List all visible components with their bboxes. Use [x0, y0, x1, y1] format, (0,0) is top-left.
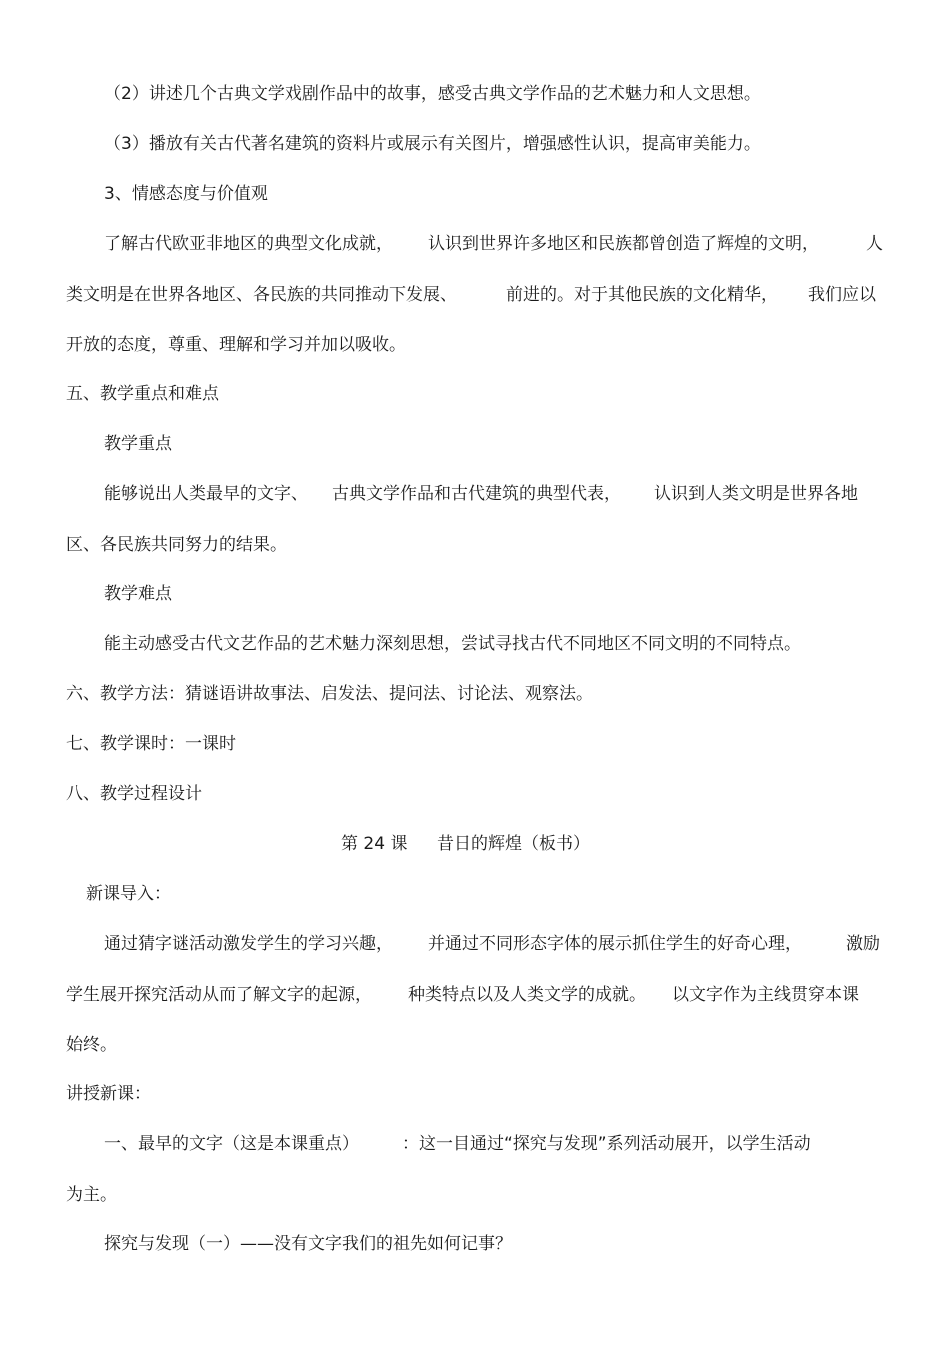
heading-section-5: 五、教学重点和难点: [66, 384, 219, 404]
paragraph-key-points-line1-a: 能够说出人类最早的文字、: [104, 484, 308, 504]
paragraph-attitude-line3: 开放的态度，尊重、理解和学习并加以吸收。: [66, 335, 406, 355]
paragraph-introduction-line3: 始终。: [66, 1035, 117, 1055]
paragraph-attitude-line2-b: 前进的。对于其他民族的文化精华，: [506, 285, 778, 305]
paragraph-introduction-line2-c: 以文字作为主线贯穿本课: [672, 985, 859, 1005]
paragraph-introduction-line2-a: 学生展开探究活动从而了解文字的起源，: [66, 985, 372, 1005]
paragraph-difficult-points: 能主动感受古代文艺作品的艺术魅力深刻思想，尝试寻找古代不同地区不同文明的不同特点。: [104, 634, 801, 654]
heading-section-7: 七、教学课时：一课时: [66, 734, 236, 754]
paragraph-introduction-line1-a: 通过猜字谜活动激发学生的学习兴趣，: [104, 934, 393, 954]
paragraph-introduction-line1-c: 激励: [846, 934, 880, 954]
paragraph-attitude-line2-c: 我们应以: [808, 285, 876, 305]
paragraph-earliest-writing-line1-a: 一、最早的文字（这是本课重点）: [104, 1134, 359, 1154]
paragraph-key-points-line1-c: 认识到人类文明是世界各地: [654, 484, 858, 504]
heading-section-8: 八、教学过程设计: [66, 784, 202, 804]
paragraph-introduction-line2-b: 种类特点以及人类文学的成就。: [408, 985, 646, 1005]
subheading-new-lesson: 讲授新课：: [66, 1084, 151, 1104]
subheading-difficult-points: 教学难点: [104, 584, 172, 604]
subheading-key-points: 教学重点: [104, 434, 172, 454]
paragraph-skill-2: （2）讲述几个古典文学戏剧作品中的故事，感受古典文学作品的艺术魅力和人文思想。: [104, 84, 761, 104]
paragraph-attitude-line1-b: 认识到世界许多地区和民族都曾创造了辉煌的文明，: [428, 234, 819, 254]
paragraph-attitude-line1-a: 了解古代欧亚非地区的典型文化成就，: [104, 234, 393, 254]
heading-section-6: 六、教学方法：猜谜语讲故事法、启发法、提问法、讨论法、观察法。: [66, 684, 593, 704]
lesson-title-name: 昔日的辉煌（板书）: [437, 834, 590, 854]
lesson-title-number: 第 24 课: [341, 834, 408, 854]
paragraph-key-points-line1-b: 古典文学作品和古代建筑的典型代表，: [332, 484, 621, 504]
paragraph-skill-3: （3）播放有关古代著名建筑的资料片或展示有关图片，增强感性认识，提高审美能力。: [104, 134, 761, 154]
paragraph-attitude-line2-a: 类文明是在世界各地区、各民族的共同推动下发展、: [66, 285, 457, 305]
paragraph-earliest-writing-line2: 为主。: [66, 1185, 117, 1205]
paragraph-explore-discover-1: 探究与发现（一）——没有文字我们的祖先如何记事？: [104, 1234, 512, 1254]
paragraph-key-points-line2: 区、各民族共同努力的结果。: [66, 535, 287, 555]
paragraph-earliest-writing-line1-b: ：这一目通过“探究与发现”系列活动展开，以学生活动: [402, 1134, 811, 1154]
paragraph-introduction-line1-b: 并通过不同形态字体的展示抓住学生的好奇心理，: [428, 934, 802, 954]
subheading-introduction: 新课导入：: [86, 884, 171, 904]
paragraph-attitude-line1-c: 人: [866, 234, 883, 254]
heading-attitude-values: 3、情感态度与价值观: [104, 184, 268, 204]
